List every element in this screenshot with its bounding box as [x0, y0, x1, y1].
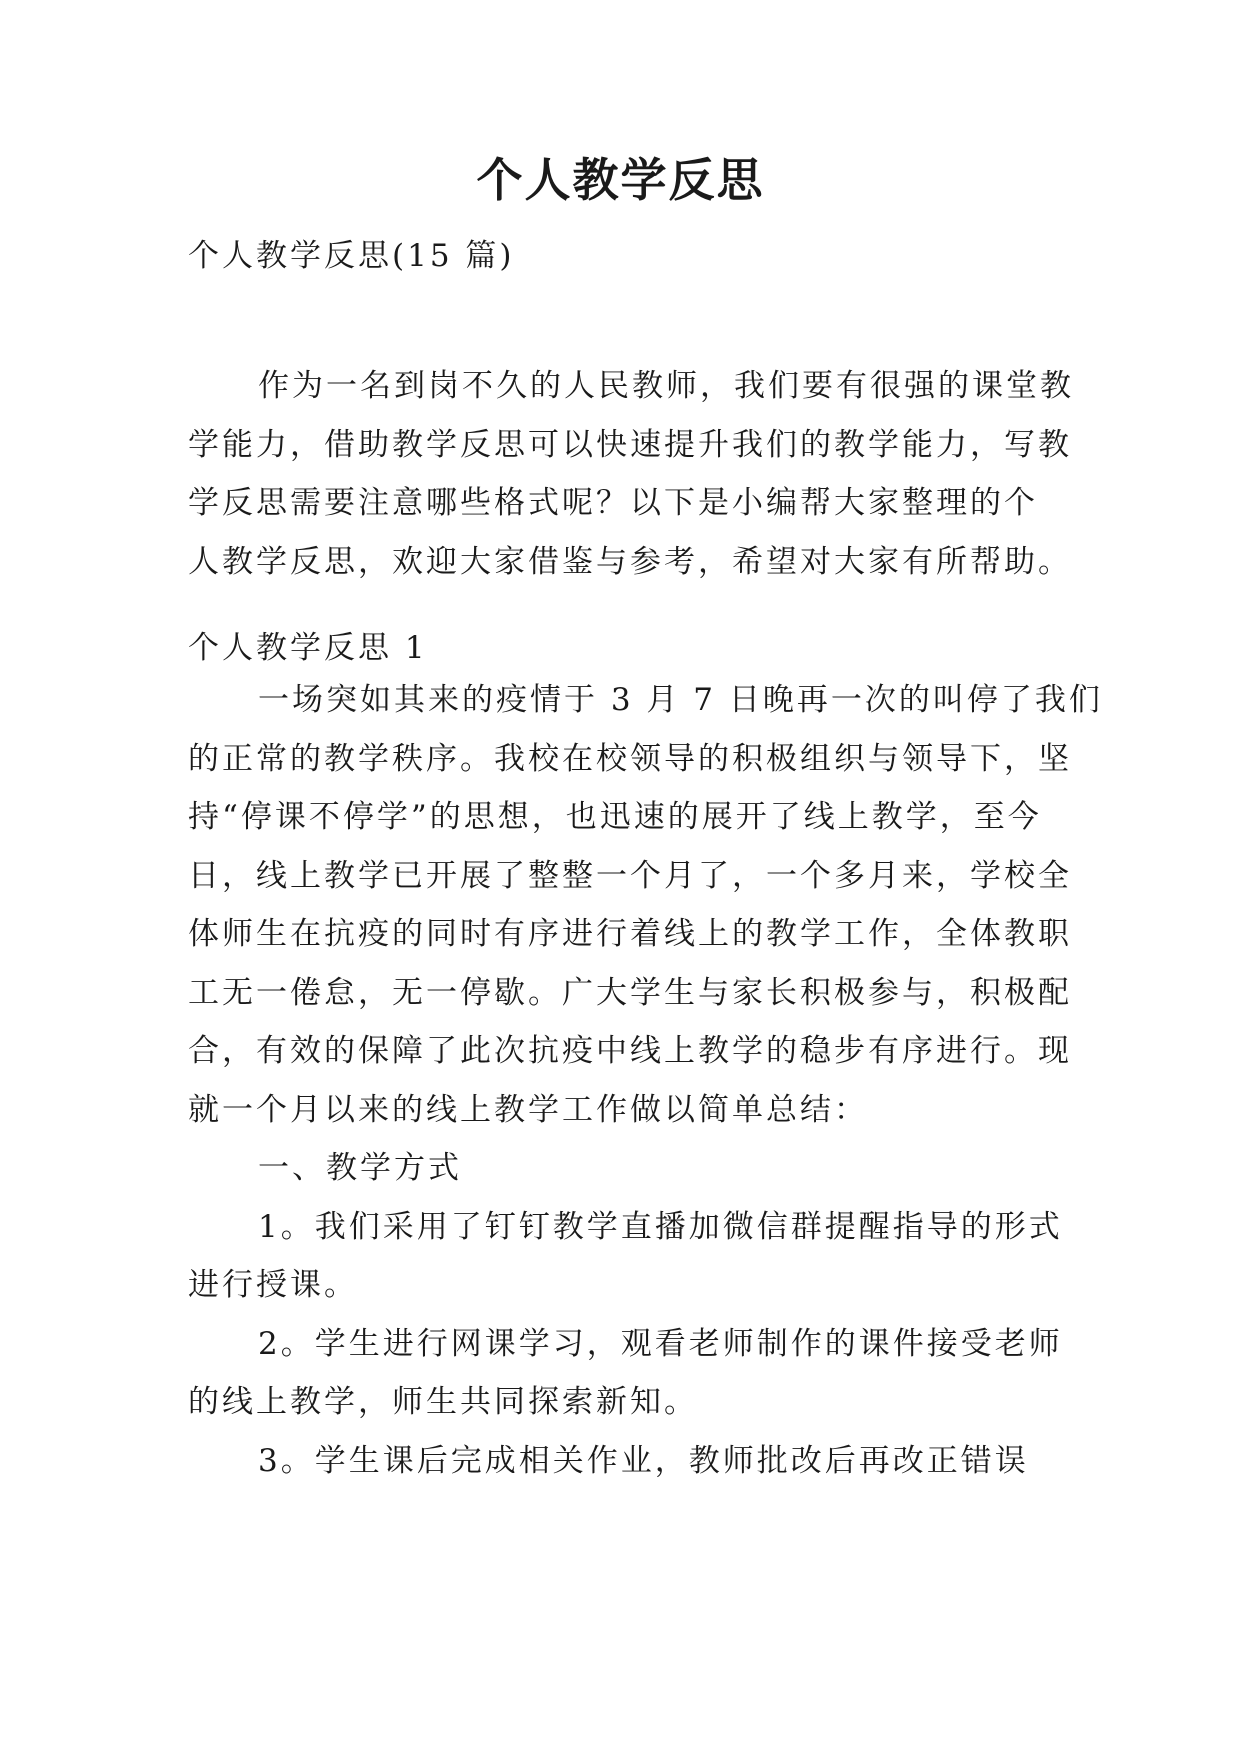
- body-line: 体师生在抗疫的同时有序进行着线上的教学工作，全体教职: [188, 916, 1072, 952]
- body-line: 的正常的教学秩序。我校在校领导的积极组织与领导下，坚: [188, 740, 1072, 777]
- body-line: 日，线上教学已开展了整整一个月了，一个多月来，学校全: [188, 857, 1072, 894]
- body-line: 合，有效的保障了此次抗疫中线上教学的稳步有序进行。现: [188, 1033, 1072, 1069]
- intro-line: 学能力，借助教学反思可以快速提升我们的教学能力，写教: [188, 426, 1072, 463]
- item-line: 3。学生课后完成相关作业，教师批改后再改正错误: [258, 1442, 1029, 1479]
- body-line: 持“停课不停学”的思想，也迅速的展开了线上教学，至今: [188, 799, 1042, 835]
- body-paragraph: [188, 680, 1103, 1499]
- intro-line: 作为一名到岗不久的人民教师，我们要有很强的课堂教: [258, 368, 1074, 404]
- document-subtitle: [188, 236, 1078, 295]
- intro-line: 人教学反思，欢迎大家借鉴与参考，希望对大家有所帮助。: [188, 543, 1072, 580]
- item-line: 2。学生进行网课学习，观看老师制作的课件接受老师: [258, 1325, 1063, 1362]
- body-line: 一场突如其来的疫情于 3 月 7 日晚再一次的叫停了我们: [258, 682, 1103, 718]
- item-line: 1。我们采用了钉钉教学直播加微信群提醒指导的形式: [258, 1208, 1063, 1245]
- item-line: 的线上教学，师生共同探索新知。: [188, 1384, 698, 1420]
- body-line: 就一个月以来的线上教学工作做以简单总结：: [188, 1091, 868, 1128]
- body-line: 工无一倦怠，无一停歇。广大学生与家长积极参与，积极配: [188, 974, 1072, 1011]
- intro-paragraph: [188, 366, 1078, 600]
- document-title: 个人教学反思: [476, 153, 765, 207]
- item-line: 进行授课。: [188, 1267, 358, 1303]
- section-heading: [188, 628, 1078, 687]
- section-heading-line: 个人教学反思 1: [188, 630, 428, 666]
- subtitle-line: 个人教学反思(15 篇): [188, 238, 515, 274]
- intro-line: 学反思需要注意哪些格式呢？以下是小编帮大家整理的个: [188, 485, 1038, 521]
- subheading: 一、教学方式: [258, 1150, 462, 1186]
